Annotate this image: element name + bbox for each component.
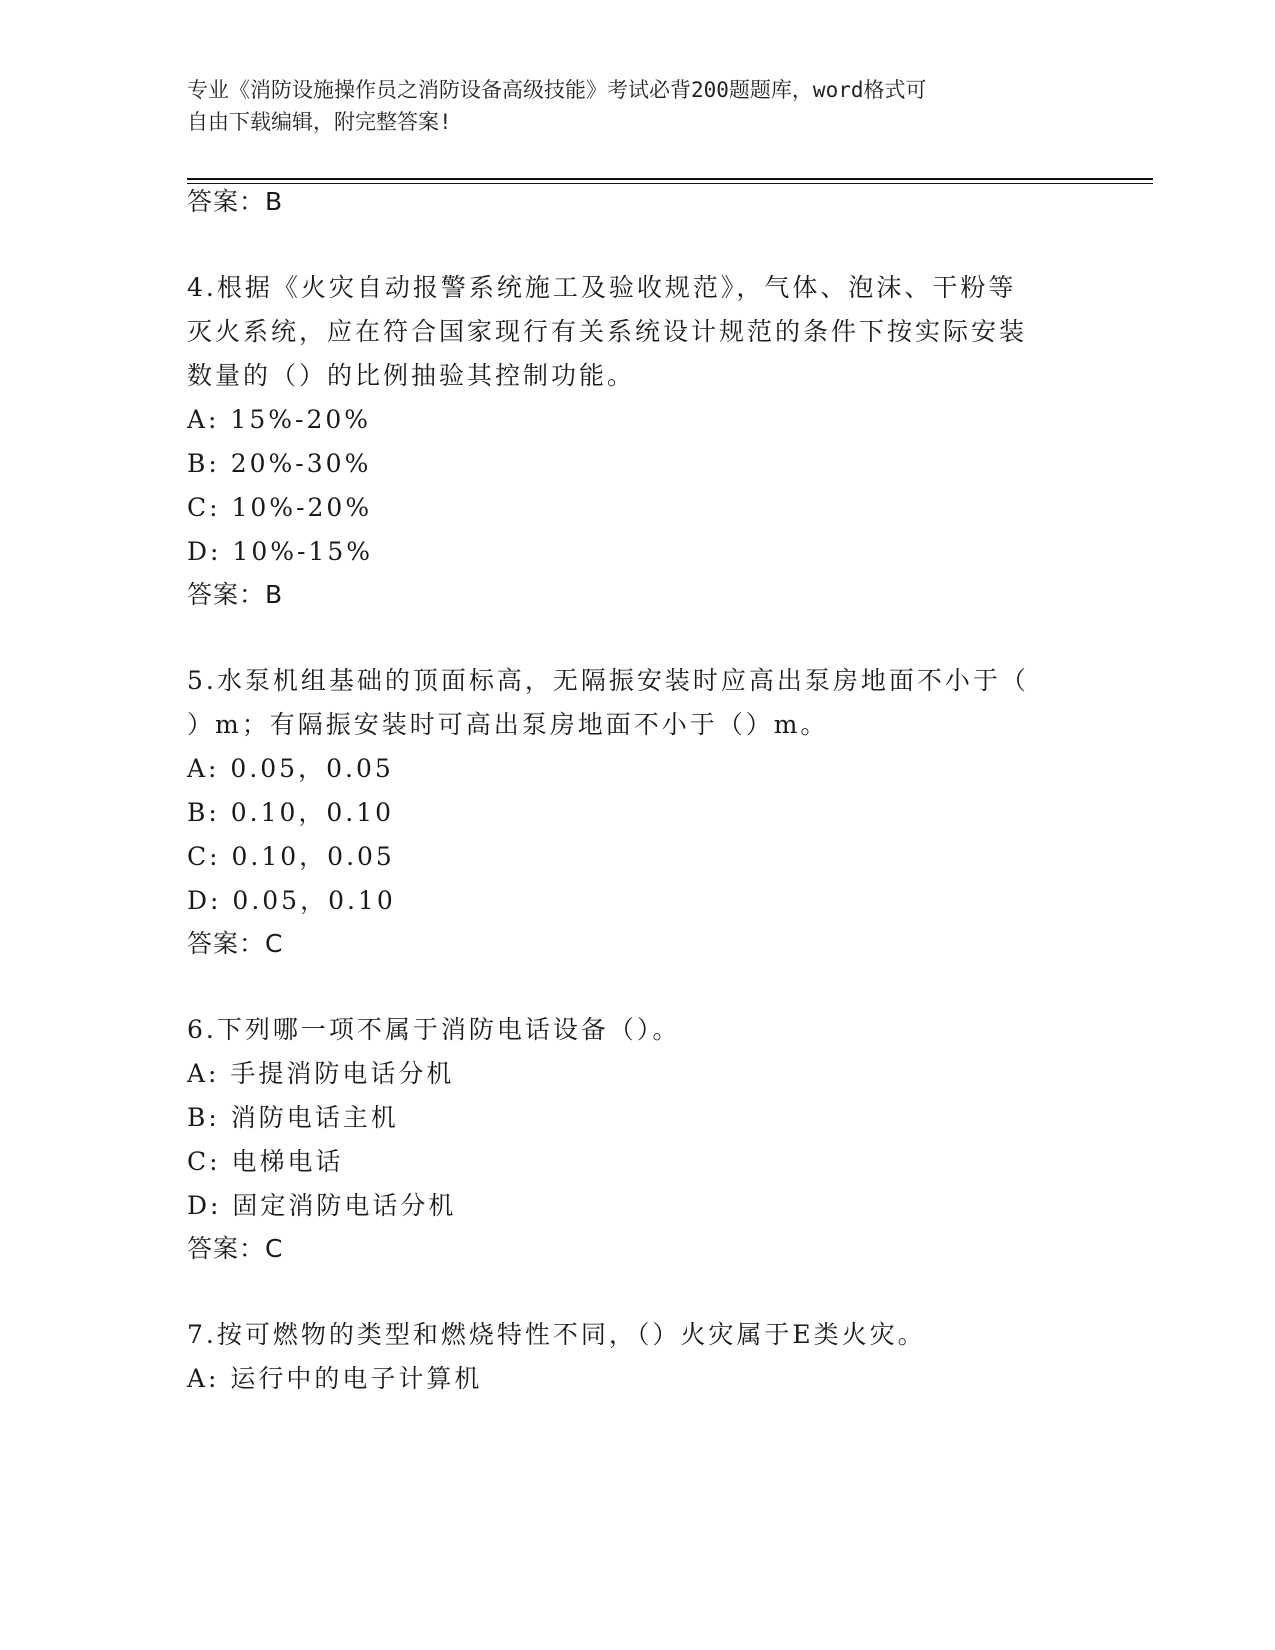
question-6-stem-line-1: 6.下列哪一项不属于消防电话设备（）。 (187, 1015, 681, 1044)
question-4-stem-line-2: 灭火系统，应在符合国家现行有关系统设计规范的条件下按实际安装 (187, 317, 1028, 346)
question-4-option-c: C: 10%-20% (187, 493, 373, 522)
document-header: 专业《消防设施操作员之消防设备高级技能》考试必背200题题库，word格式可 自由下载编辑，附完整答案! (187, 78, 927, 134)
question-5-option-d: D: 0.05，0.10 (187, 886, 396, 915)
question-4-option-d: D: 10%-15% (187, 537, 373, 566)
question-5-stem-line-1: 5.水泵机组基础的顶面标高，无隔振安装时应高出泵房地面不小于（ (187, 666, 1029, 695)
header-rule-thick (187, 178, 1153, 180)
question-5-answer: 答案：C (187, 929, 284, 958)
question-6-option-b: B: 消防电话主机 (187, 1103, 399, 1132)
question-7-stem-line-1: 7.按可燃物的类型和燃烧特性不同，（）火灾属于E类火灾。 (187, 1320, 926, 1349)
header-rule-thin (187, 183, 1153, 184)
question-4-option-b: B: 20%-30% (187, 449, 372, 478)
question-4-stem-line-1: 4.根据《火灾自动报警系统施工及验收规范》，气体、泡沫、干粉等 (187, 273, 1017, 302)
question-5-option-b: B: 0.10，0.10 (187, 798, 395, 827)
question-5-stem-line-2: ）m；有隔振安装时可高出泵房地面不小于（）m。 (187, 710, 829, 739)
question-4-answer: 答案：B (187, 580, 284, 609)
question-6-option-c: C: 电梯电话 (187, 1147, 344, 1176)
question-5-option-a: A: 0.05，0.05 (187, 754, 394, 783)
question-7-option-a: A: 运行中的电子计算机 (187, 1364, 483, 1393)
question-4-option-a: A: 15%-20% (187, 405, 372, 434)
question-4-stem-line-3: 数量的（）的比例抽验其控制功能。 (187, 361, 636, 390)
question-6-option-a: A: 手提消防电话分机 (187, 1059, 455, 1088)
question-5-option-c: C: 0.10，0.05 (187, 842, 395, 871)
answer-line: 答案：B (187, 187, 284, 216)
question-6-option-d: D: 固定消防电话分机 (187, 1191, 457, 1220)
question-6-answer: 答案：C (187, 1234, 284, 1263)
